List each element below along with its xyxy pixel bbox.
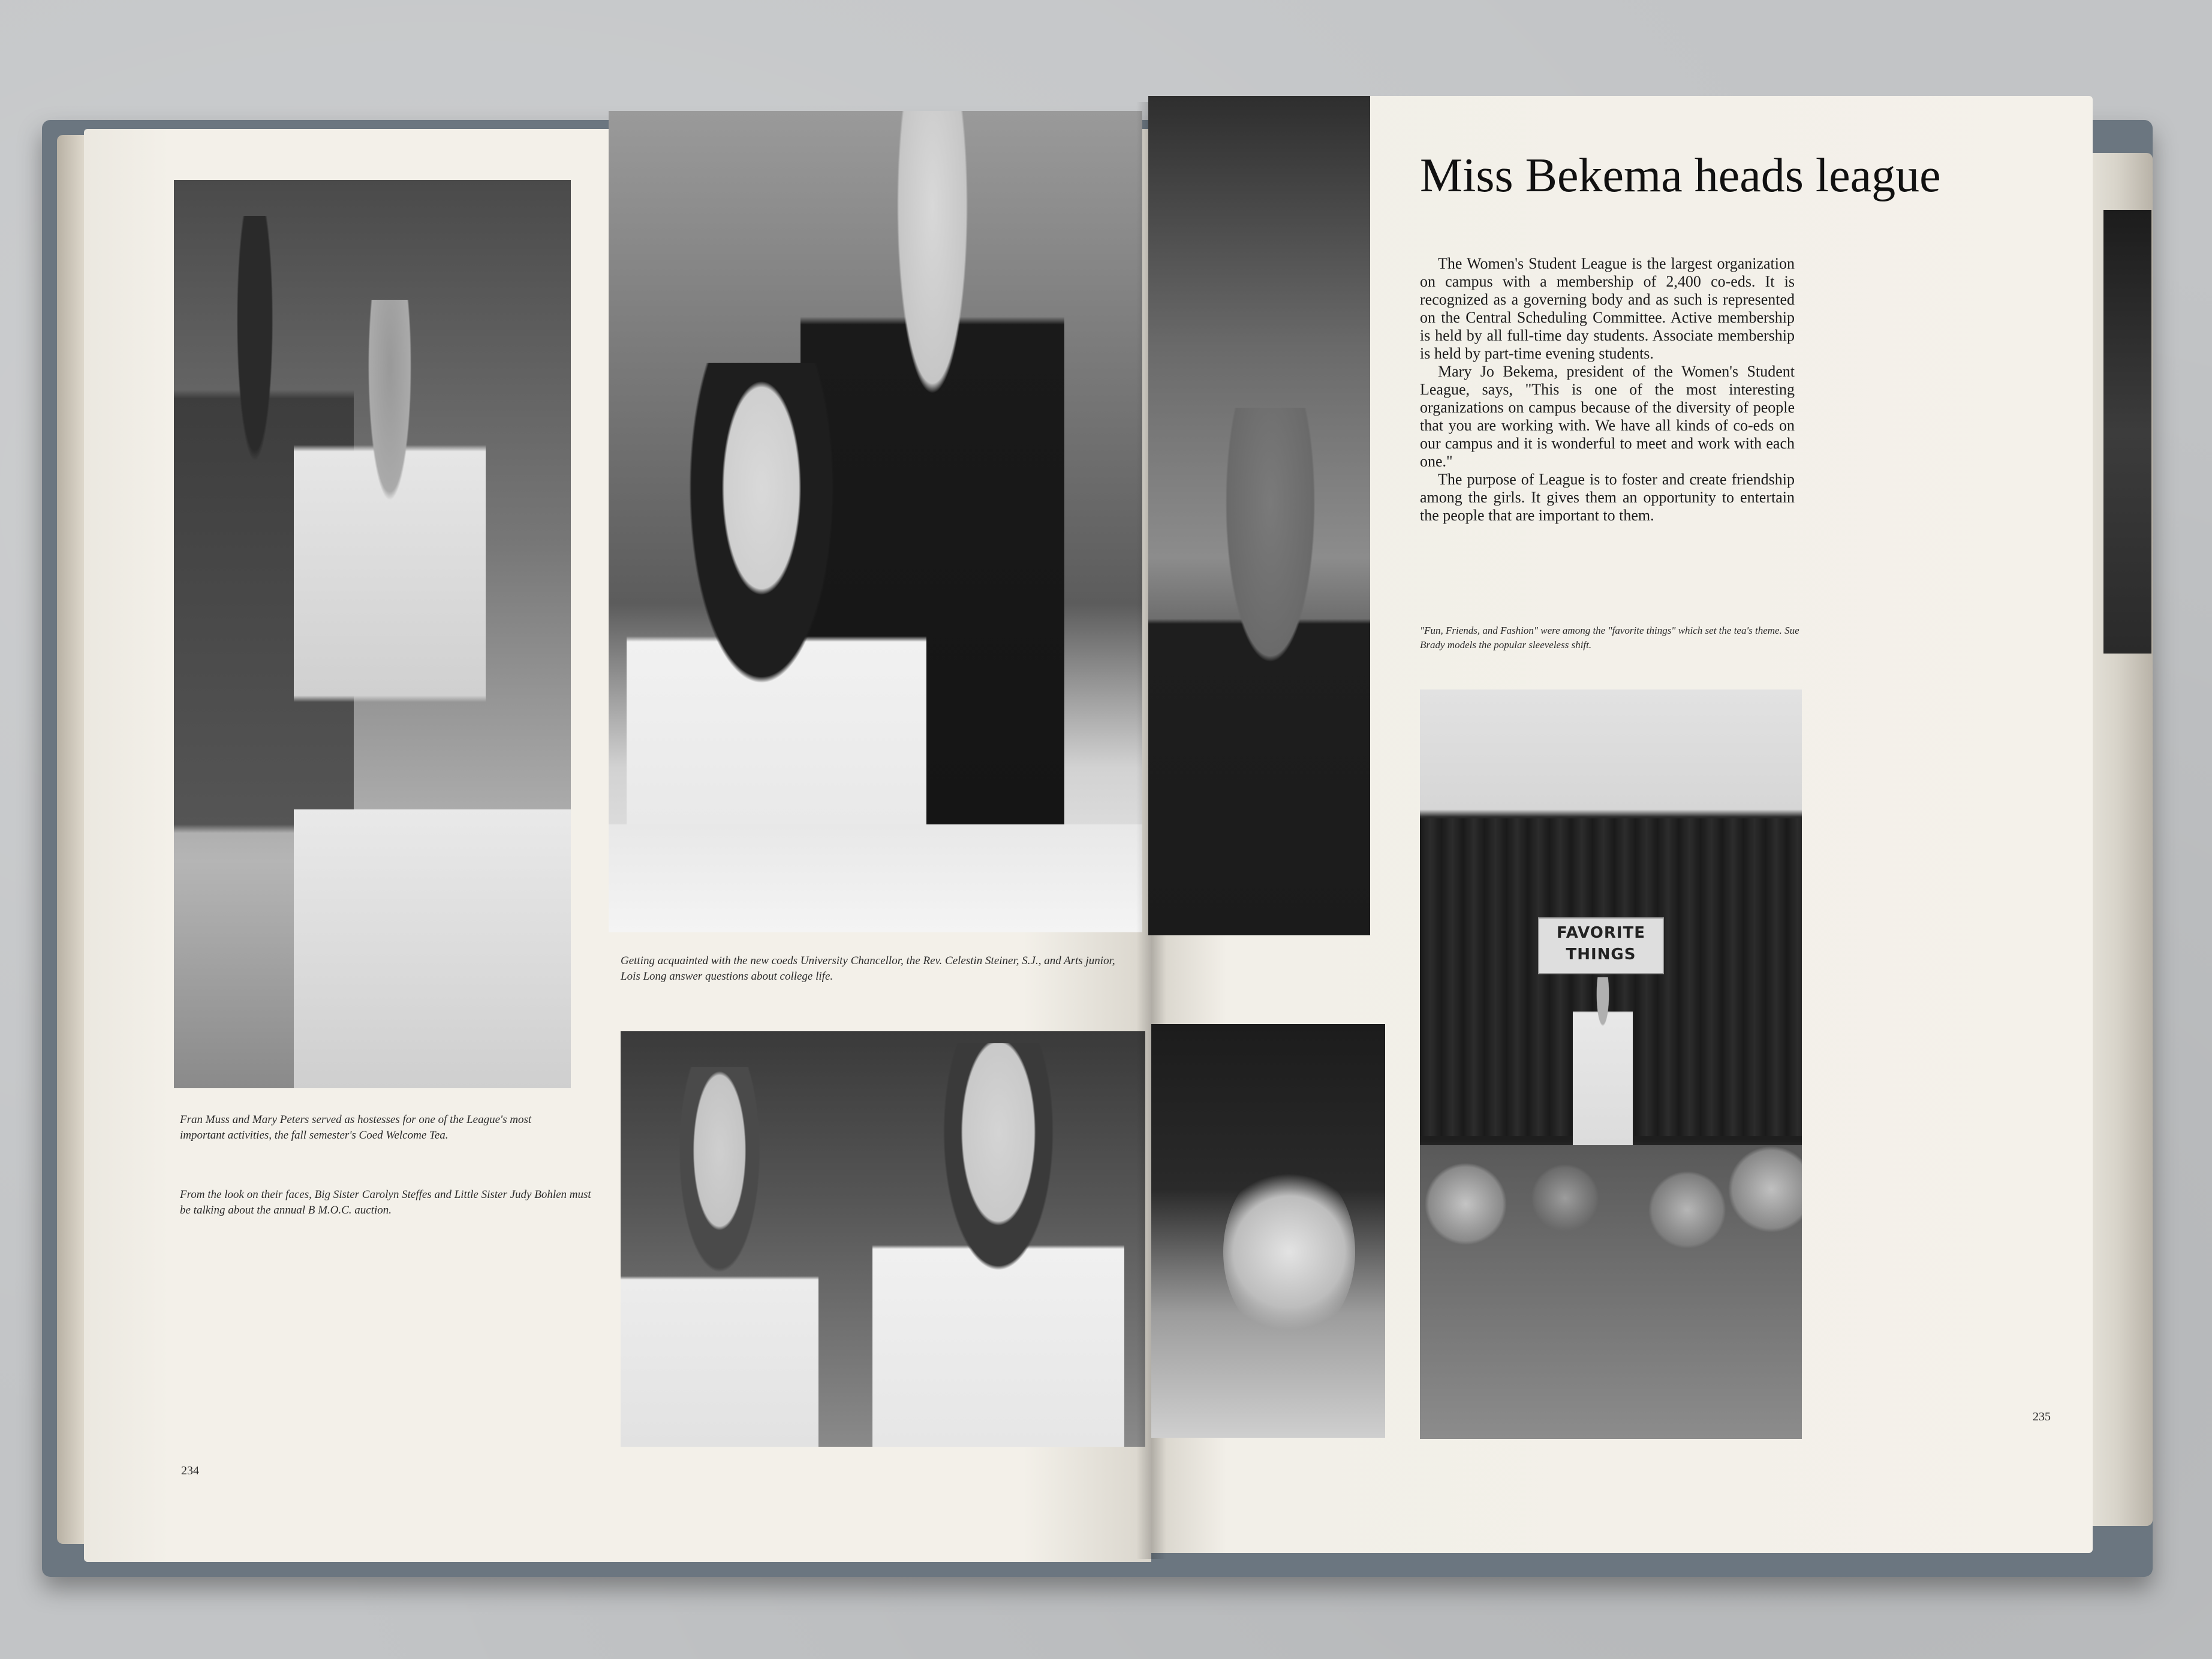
model-sue-brady — [1573, 977, 1633, 1145]
figure-big-sister — [872, 1043, 1124, 1447]
photo-seated-women — [1148, 96, 1370, 935]
photo-chancellor — [609, 111, 1142, 932]
audience-heads — [1420, 1145, 1802, 1439]
page-number-right: 235 — [2033, 1410, 2051, 1423]
stage-sign — [1538, 917, 1664, 974]
caption-chancellor: Getting acquainted with the new coeds University Chancellor, the Rev. Celestin Steiner, S.J., and Arts junior, Lois Long answer questions about college life. — [621, 955, 1115, 983]
article-headline: Miss Bekema heads league — [1420, 149, 1941, 202]
figure-little-sister — [621, 1067, 818, 1447]
stage-sign-line: FAVORITE — [1556, 924, 1646, 942]
article-paragraph: The purpose of League is to foster and create friendship among the girls. It gives them an opportunity to entertain the people that are important to them. — [1420, 471, 1795, 524]
article-body — [1420, 255, 1795, 525]
tablecloth — [294, 809, 571, 1088]
caption-fashion: "Fun, Friends, and Fashion" were among the "favorite things" which set the tea's theme. Sue Brady models the popular sleeveless shift. — [1420, 625, 1799, 651]
article-paragraph: Mary Jo Bekema, president of the Women's Student League, says, "This is one of the most interesting organizations on campus because of the diversity of people that you are working with. We have all kinds of co-eds on our campus and it is wonderful to meet and work with each one." — [1420, 363, 1795, 470]
page-number-left: 234 — [181, 1464, 199, 1477]
photo-table-flowers — [1151, 1024, 1385, 1438]
figure-seated-woman — [1148, 408, 1370, 935]
table-plates — [609, 824, 1142, 932]
photo-sisters — [621, 1031, 1145, 1447]
photo-hostesses — [174, 180, 571, 1088]
article-paragraph: The Women's Student League is the largest organization on campus with a membership of 2,400 co-eds. It is recognized as a governing body and as such is represented on the Central Scheduling Committee. Active membership is held by all full-time day students. Associate membership is held by part-time evening students. — [1420, 255, 1795, 362]
photo-fashion-show — [1420, 690, 1802, 1439]
flower-centerpiece — [1223, 1162, 1355, 1342]
stage-sign-line: THINGS — [1566, 946, 1636, 964]
caption-hostesses: Fran Muss and Mary Peters served as hostesses for one of the League's most important activities, the fall semester's Coed Welcome Tea. — [180, 1113, 532, 1142]
caption-sisters: From the look on their faces, Big Sister Carolyn Steffes and Little Sister Judy Bohlen must be talking about the annual B M.O.C. auction. — [180, 1188, 591, 1217]
next-page-photo-edge — [2103, 210, 2151, 654]
